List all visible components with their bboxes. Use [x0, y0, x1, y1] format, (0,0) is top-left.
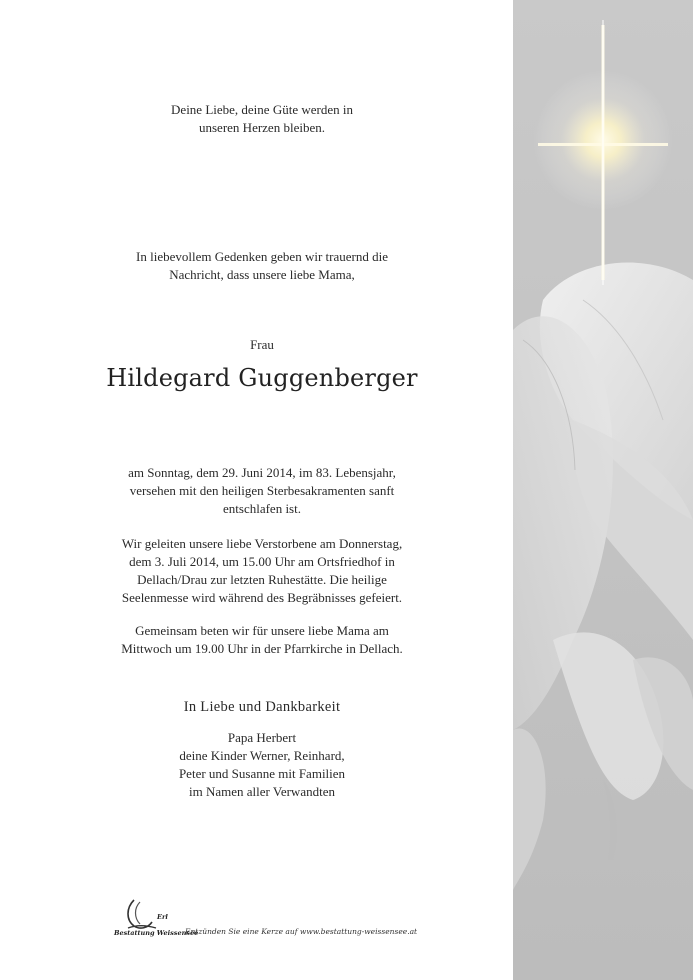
- title-word: Frau: [250, 337, 274, 352]
- announcement: [100, 248, 424, 284]
- funeral-home-logo-icon: [120, 898, 160, 932]
- motto-line: unseren Herzen bleiben.: [199, 120, 325, 135]
- death-notice-line: entschlafen ist.: [223, 501, 301, 516]
- funeral-info-line: dem 3. Juli 2014, um 15.00 Uhr am Ortsfriedhof in: [129, 554, 395, 569]
- funeral-info-line: Dellach/Drau zur letzten Ruhestätte. Die heilige: [137, 572, 387, 587]
- funeral-info-line: Wir geleiten unsere liebe Verstorbene am Donnerstag,: [121, 536, 403, 551]
- announcement-line: Nachricht, dass unsere liebe Mama,: [169, 267, 355, 282]
- footer: [112, 898, 418, 942]
- motto: [100, 101, 424, 137]
- prayer-info-line: Mittwoch um 19.00 Uhr in der Pfarrkirche in Dellach.: [121, 641, 403, 656]
- prayer-info-line: Gemeinsam beten wir für unsere liebe Mama am: [135, 623, 389, 638]
- mourner-line: Peter und Susanne mit Familien: [178, 766, 346, 781]
- death-notice-line: versehen mit den heiligen Sterbesakramenten sanft: [129, 483, 395, 498]
- mourner-line: Papa Herbert: [227, 730, 297, 745]
- funeral-info-line: Seelenmesse wird während des Begräbnisses gefeiert.: [121, 590, 403, 605]
- motto-line: Deine Liebe, deine Güte werden in: [171, 102, 353, 117]
- prayer-info: [100, 622, 424, 658]
- mourner-line: im Namen aller Verwandten: [189, 784, 335, 799]
- funeral-info: [100, 535, 424, 607]
- candle-link-text[interactable]: Entzünden Sie eine Kerze auf www.bestattung-weissensee.at: [185, 927, 418, 936]
- mourners: [100, 729, 424, 801]
- logo-text-company: Bestattung Weissensee: [114, 929, 199, 937]
- side-image-panel: [513, 0, 693, 980]
- death-notice-line: am Sonntag, dem 29. Juni 2014, im 83. Lebensjahr,: [128, 465, 396, 480]
- deceased-name: Hildegard Guggenberger: [106, 364, 418, 392]
- closing-heading: In Liebe und Dankbarkeit: [183, 699, 341, 715]
- death-notice: [100, 464, 424, 518]
- lily-and-cross-image: [513, 0, 693, 980]
- mourner-line: deine Kinder Werner, Reinhard,: [179, 748, 345, 763]
- announcement-line: In liebevollem Gedenken geben wir trauernd die: [136, 249, 388, 264]
- logo-text-erl: Erl: [157, 913, 168, 921]
